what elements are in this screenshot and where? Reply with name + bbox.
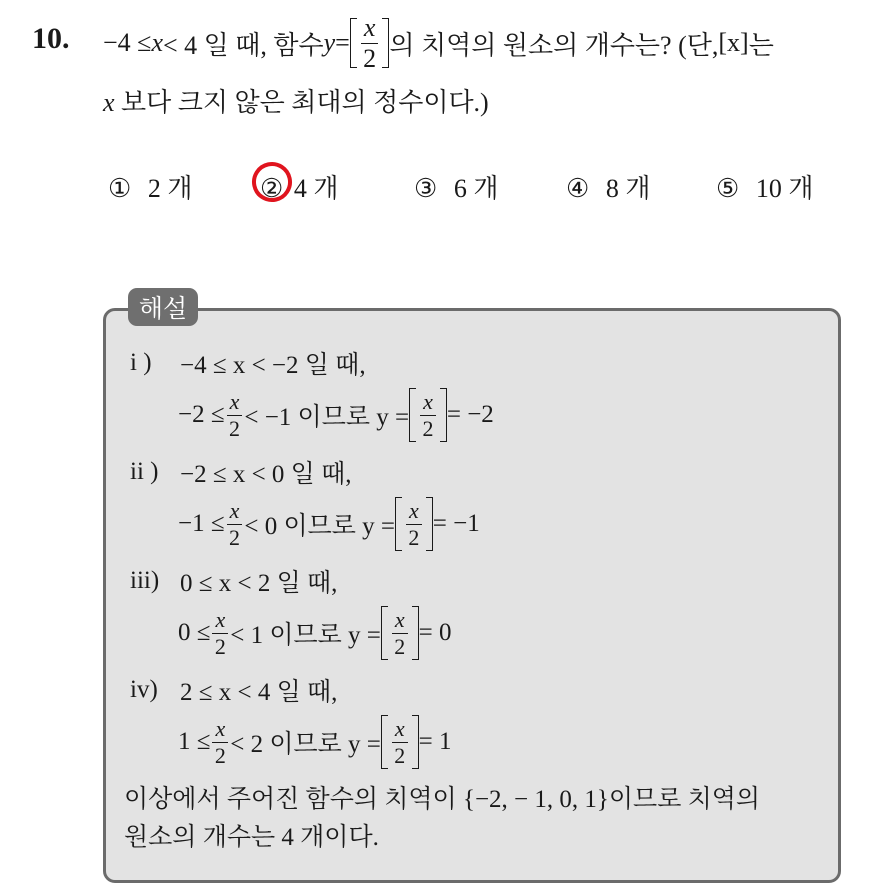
case-3-condition-row [130, 563, 337, 599]
case-4-result-row [178, 715, 452, 769]
choice-2[interactable] [260, 168, 338, 205]
choice-4-text: 8 개 [605, 174, 651, 203]
choice-1-marker: ① [108, 174, 132, 203]
bracket-x: [x] [718, 28, 749, 57]
question-line-2-text: 보다 크지 않은 최대의 정수이다.) [121, 88, 489, 117]
case-3-floor: $\frac{x}{2}$ [381, 606, 419, 660]
case-3-ineq-left: 0 ≤ [178, 619, 211, 646]
choice-4[interactable] [566, 168, 650, 205]
case-1-floor: $\frac{x}{2}$ [409, 388, 447, 442]
line2-var-x: x [103, 88, 115, 117]
question-line-1 [103, 12, 774, 73]
case-1-condition-row [130, 345, 366, 381]
equals-sign: = [335, 28, 350, 57]
question-text-c: 의 치역의 원소의 개수는? (단, [389, 30, 719, 60]
case-4-result: = 1 [418, 728, 452, 755]
case-2-condition: −2 ≤ x < 0 일 때, [180, 461, 352, 488]
case-3-ineq-right: < 1 이므로 y = [230, 622, 381, 649]
conclusion-line-2: 원소의 개수는 4 개이다. [124, 824, 379, 851]
case-4-fraction: $\frac{x}{2}$ [212, 718, 228, 767]
case-2-label: ii ) [130, 458, 159, 485]
case-1-result-row [178, 388, 494, 442]
case-1-ineq-right: < −1 이므로 y = [244, 404, 410, 431]
var-x: x [151, 28, 163, 57]
choice-5-marker: ⑤ [716, 174, 740, 203]
choice-3-text: 6 개 [453, 174, 499, 203]
case-4-floor: $\frac{x}{2}$ [381, 715, 419, 769]
case-3-result-row [178, 606, 452, 660]
choice-2-text: 4 개 [293, 174, 339, 203]
choice-2-marker: ② [260, 174, 284, 203]
case-1-condition: −4 ≤ x < −2 일 때, [180, 352, 366, 379]
case-2-condition-row [130, 454, 351, 490]
choice-3[interactable] [414, 168, 498, 205]
case-1-fraction: $\frac{x}{2}$ [227, 391, 243, 440]
explanation-tab: 해설 [128, 288, 198, 326]
question-text-a: −4 ≤ [103, 28, 152, 57]
case-4-label: iv) [130, 676, 158, 703]
floor-bracket [350, 12, 390, 73]
conclusion-line-1: 이상에서 주어진 함수의 치역이 {−2, − 1, 0, 1}이므로 치역의 [124, 786, 761, 813]
selected-answer-circle [248, 158, 295, 205]
choice-4-marker: ④ [566, 174, 590, 203]
case-3-result: = 0 [418, 619, 452, 646]
case-2-fraction: $\frac{x}{2}$ [227, 500, 243, 549]
question-number: 10. [32, 22, 70, 55]
question-line-2 [103, 82, 489, 119]
question-text-d: 는 [748, 30, 774, 60]
choice-5-text: 10 개 [755, 174, 814, 203]
case-2-result-row [178, 497, 480, 551]
case-1-label: i ) [130, 349, 152, 376]
case-2-floor: $\frac{x}{2}$ [395, 497, 433, 551]
case-2-ineq-left: −1 ≤ [178, 510, 225, 537]
choice-1-text: 2 개 [147, 174, 193, 203]
choice-1[interactable] [108, 168, 192, 205]
case-1-ineq-left: −2 ≤ [178, 401, 225, 428]
case-4-condition-row [130, 672, 337, 708]
case-4-condition: 2 ≤ x < 4 일 때, [180, 679, 338, 706]
fraction [361, 12, 379, 73]
choice-5[interactable] [716, 168, 813, 205]
fraction-denominator: 2 [363, 43, 377, 73]
question-text-b: < 4 일 때, 함수 [162, 30, 324, 60]
fraction-numerator: x [361, 15, 379, 44]
case-3-condition: 0 ≤ x < 2 일 때, [180, 570, 338, 597]
case-3-label: iii) [130, 567, 160, 594]
case-4-ineq-right: < 2 이므로 y = [230, 731, 381, 758]
case-2-ineq-right: < 0 이므로 y = [244, 513, 395, 540]
case-4-ineq-left: 1 ≤ [178, 728, 211, 755]
case-2-result: = −1 [432, 510, 480, 537]
case-1-result: = −2 [446, 401, 494, 428]
case-3-fraction: $\frac{x}{2}$ [212, 609, 228, 658]
var-y: y [323, 28, 336, 57]
choice-3-marker: ③ [414, 174, 438, 203]
